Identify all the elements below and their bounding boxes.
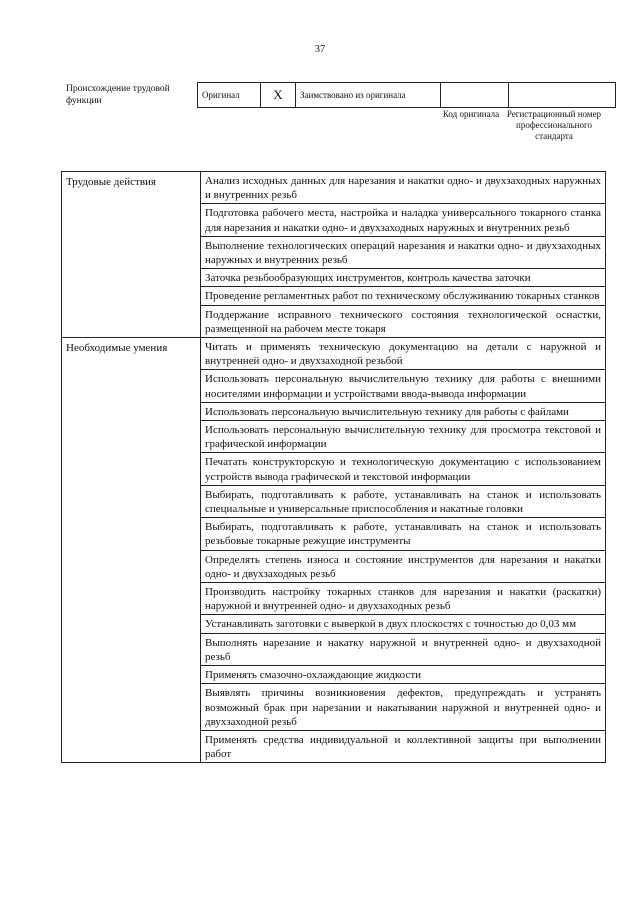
list-item: Устанавливать заготовки с выверкой в двух плоскостях с точностью до 0,03 мм bbox=[201, 615, 605, 633]
list-item: Анализ исходных данных для нарезания и накатки одно- и двухзаходных наружных и внутренних резьб bbox=[201, 172, 605, 204]
code-caption: Код оригинала bbox=[442, 109, 500, 119]
list-item: Заточка резьбообразующих инструментов, контроль качества заточки bbox=[201, 269, 605, 287]
section-row bbox=[62, 338, 606, 763]
page-number: 37 bbox=[314, 44, 326, 55]
origin-table bbox=[197, 82, 616, 108]
list-item: Применять смазочно-охлаждающие жидкости bbox=[201, 666, 605, 684]
reg-number-caption: Регистрационный номер профессионального стандарта bbox=[506, 109, 602, 141]
original-cell: Оригинал bbox=[198, 83, 261, 108]
list-item: Выявлять причины возникновения дефектов, предупреждать и устранять возможный брак при нарезании и накатывании наружной и внутренней одно- и двухзаходной резьб bbox=[201, 684, 605, 731]
list-item: Использовать персональную вычислительную технику для просмотра текстовой и графической информации bbox=[201, 421, 605, 453]
borrowed-cell: Заимствовано из оригинала bbox=[296, 83, 441, 108]
list-item: Подготовка рабочего места, настройка и наладка универсального токарного станка для нарезания и накатки одно- и двухзаходных наружных и внутренних резьб bbox=[201, 204, 605, 236]
list-item: Печатать конструкторскую и технологическую документацию с использованием устройств вывода графической и текстовой информации bbox=[201, 453, 605, 485]
origin-label: Происхождение трудовой функции bbox=[66, 84, 170, 106]
reg-number-cell bbox=[509, 83, 616, 108]
list-item: Производить настройку токарных станков для нарезания и накатки (раскатки) наружной и внутренней одно- и двухзаходных резьб bbox=[201, 583, 605, 615]
list-item: Применять средства индивидуальной и коллективной защиты при выполнении работ bbox=[205, 733, 601, 761]
list-item: Поддержание исправного технического состояния технологической оснастки, размещенной на рабочем месте токаря bbox=[205, 308, 601, 335]
section-items bbox=[201, 338, 606, 763]
function-table bbox=[61, 171, 606, 763]
code-cell bbox=[441, 83, 509, 108]
list-item: Выбирать, подготавливать к работе, устанавливать на станок и использовать резьбовые токарные режущие инструменты bbox=[201, 518, 605, 550]
original-mark: X bbox=[261, 83, 296, 108]
list-item: Использовать персональную вычислительную технику для работы с внешними носителями информации и устройствами ввода-вывода информации bbox=[201, 370, 605, 402]
section-heading: Трудовые действия bbox=[62, 172, 201, 338]
list-item: Определять степень износа и состояние инструментов для нарезания и накатки одно- и двухзаходных резьб bbox=[201, 551, 605, 583]
list-item: Проведение регламентных работ по техническому обслуживанию токарных станков bbox=[201, 287, 605, 305]
list-item: Выбирать, подготавливать к работе, устанавливать на станок и использовать специальные и универсальные приспособления и накатные головки bbox=[201, 486, 605, 518]
section-heading: Необходимые умения bbox=[62, 338, 201, 763]
list-item: Выполнять нарезание и накатку наружной и внутренней одно- и двухзаходной резьб bbox=[201, 634, 605, 666]
list-item: Читать и применять техническую документацию на детали с наружной и внутренней одно- и двухзаходной резьбой bbox=[201, 338, 605, 370]
list-item: Использовать персональную вычислительную технику для работы с файлами bbox=[201, 403, 605, 421]
section-row bbox=[62, 172, 606, 338]
section-items bbox=[201, 172, 606, 338]
list-item: Выполнение технологических операций нарезания и накатки одно- и двухзаходных наружных и внутренних резьб bbox=[201, 237, 605, 269]
